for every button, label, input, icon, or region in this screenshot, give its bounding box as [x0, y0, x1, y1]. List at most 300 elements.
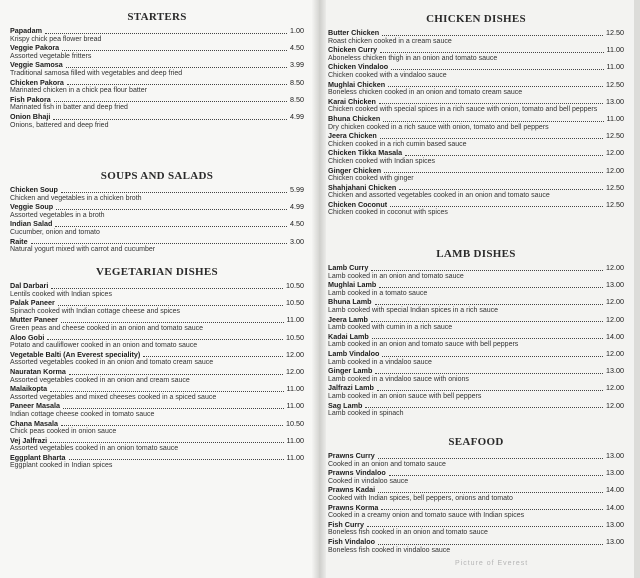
dot-leader [61, 322, 284, 323]
menu-item-price: 12.00 [606, 400, 624, 410]
menu-item-name: Vej Jalfrazi [10, 435, 48, 445]
dot-leader [66, 67, 287, 68]
menu-item-name: Chana Masala [10, 418, 58, 428]
section-title-vegetarian: VEGETARIAN DISHES [96, 266, 218, 278]
menu-item-name: Butter Chicken [328, 28, 380, 37]
menu-item-row [328, 81, 624, 90]
menu-item-name: Ginger Chicken [328, 165, 382, 175]
menu-item-description: Chicken and assorted vegetables cooked in an onion and tomato sauce [328, 192, 550, 200]
soups-list [10, 186, 304, 255]
menu-item-price: 14.00 [606, 485, 624, 495]
watermark: Picture of Everest [455, 560, 529, 567]
menu-item-row [328, 333, 624, 342]
menu-item-price: 12.50 [606, 131, 624, 141]
dot-leader [382, 35, 603, 36]
menu-item-name: Dal Darbari [10, 281, 49, 290]
menu-item-price: 13.00 [606, 536, 624, 546]
menu-item-description: Assorted vegetables cooked in an onion and tomato cream sauce [10, 359, 214, 367]
dot-leader [61, 192, 287, 193]
menu-item-description: Chicken cooked with Indian spices [328, 157, 436, 165]
chicken-list [328, 29, 624, 218]
menu-item [328, 98, 624, 115]
lamb-list [328, 264, 624, 419]
soups-section [10, 170, 304, 255]
menu-item-description: Chicken cooked in a rich cumin based sauce [328, 140, 467, 148]
menu-item [328, 402, 624, 419]
dot-leader [378, 544, 603, 545]
dot-leader [50, 391, 283, 392]
dot-leader [51, 288, 283, 289]
menu-item-name: Fish Pakora [10, 94, 51, 104]
menu-item [328, 384, 624, 401]
section-title-soups: SOUPS AND SALADS [100, 170, 214, 182]
menu-item [10, 402, 304, 419]
menu-item-row [328, 167, 624, 176]
menu-item-price: 11.00 [606, 113, 624, 123]
menu-item [10, 220, 304, 237]
menu-item-row [10, 282, 304, 291]
menu-item [328, 149, 624, 166]
menu-item-description: Marinated fish in batter and deep fried [10, 104, 128, 112]
menu-item [328, 367, 624, 384]
menu-item-description: Onions, battered and deep fried [10, 121, 109, 129]
dot-leader [377, 390, 603, 391]
menu-item [10, 437, 304, 454]
menu-item-price: 12.50 [606, 28, 624, 37]
menu-item [328, 298, 624, 315]
menu-item-price: 11.00 [606, 62, 624, 72]
menu-item-row [10, 238, 304, 247]
menu-item-name: Jeera Lamb [328, 314, 368, 324]
menu-item-description: Cooked in an onion and tomato sauce [328, 460, 446, 468]
menu-item-name: Mutter Paneer [10, 315, 58, 325]
menu-item-price: 4.50 [290, 43, 304, 53]
dot-leader [371, 270, 603, 271]
menu-item-name: Papadam [10, 26, 42, 35]
menu-item-price: 12.00 [606, 297, 624, 307]
dot-leader [372, 338, 603, 339]
seafood-list [328, 452, 624, 555]
dot-leader [375, 304, 603, 305]
dot-leader [384, 172, 603, 173]
menu-item-description: Lentils cooked with Indian spices [10, 290, 112, 298]
menu-item-row [328, 538, 624, 547]
menu-item-row [328, 402, 624, 411]
dot-leader [388, 86, 603, 87]
menu-item-name: Raite [10, 236, 28, 246]
dot-leader [143, 356, 283, 357]
section-title-chicken: CHICKEN DISHES [426, 13, 526, 25]
menu-item-price: 13.00 [606, 468, 624, 478]
menu-item-description: Boneless fish cooked in vindaloo sauce [328, 546, 451, 554]
menu-item-row [328, 452, 624, 461]
menu-item-price: 1.00 [290, 26, 304, 35]
menu-item-row [328, 184, 624, 193]
menu-item-row [328, 115, 624, 124]
menu-item [328, 521, 624, 538]
menu-item-row [10, 186, 304, 195]
menu-item-description: Assorted vegetables and mixed cheeses cooked in a spiced sauce [10, 393, 217, 401]
menu-item [10, 454, 304, 471]
menu-item-row [10, 385, 304, 394]
menu-item-name: Veggie Pakora [10, 43, 60, 53]
menu-item-price: 11.00 [286, 452, 304, 462]
menu-item-price: 8.50 [290, 77, 304, 87]
menu-item-row [10, 299, 304, 308]
section-title-starters: STARTERS [127, 11, 187, 23]
menu-item-name: Chicken Vindaloo [328, 62, 389, 72]
dot-leader [63, 408, 284, 409]
dot-leader [54, 101, 287, 102]
menu-item-description: Chicken cooked in coconut with spices [328, 209, 448, 217]
dot-leader [47, 339, 283, 340]
menu-item-name: Karai Chicken [328, 96, 376, 106]
section-title-seafood: SEAFOOD [448, 436, 504, 448]
menu-item-row [10, 61, 304, 70]
dot-leader [399, 189, 603, 190]
menu-item-price: 12.00 [606, 383, 624, 393]
menu-item [328, 316, 624, 333]
menu-item-row [10, 351, 304, 360]
menu-item-price: 11.00 [286, 401, 304, 411]
menu-item-price: 4.99 [290, 202, 304, 212]
menu-item-description: Natural yogurt mixed with carrot and cucumber [10, 246, 156, 254]
menu-item [328, 115, 624, 132]
menu-item-price: 3.99 [290, 60, 304, 70]
menu-item-price: 12.00 [286, 366, 304, 376]
dot-leader [380, 138, 603, 139]
menu-item [10, 79, 304, 96]
dot-leader [378, 458, 603, 459]
starters-section [10, 11, 304, 130]
menu-item [10, 203, 304, 220]
menu-item-row [10, 113, 304, 122]
menu-item-row [328, 29, 624, 38]
chicken-section [328, 13, 624, 218]
menu-item-description: Cooked with Indian spices, bell peppers, onions and tomato [328, 494, 513, 502]
menu-item-description: Lamb cooked in a vindaloo sauce [328, 358, 432, 366]
menu-item-description: Lamb cooked in a tomato sauce [328, 289, 428, 297]
menu-item-name: Shahjahani Chicken [328, 182, 397, 192]
menu-item-description: Assorted vegetables cooked in an onion tomato sauce [10, 445, 179, 453]
dot-leader [53, 119, 287, 120]
menu-item-row [10, 437, 304, 446]
menu-item-price: 13.00 [606, 451, 624, 460]
menu-item-description: Assorted vegetables cooked in an onion and cream sauce [10, 376, 190, 384]
menu-item-row [328, 63, 624, 72]
vegetarian-section [10, 266, 304, 471]
menu-item-price: 13.00 [606, 96, 624, 106]
menu-item-description: Potato and cauliflower cooked in an onion and tomato sauce [10, 342, 198, 350]
dot-leader [31, 243, 287, 244]
menu-item-description: Aboneless chicken thigh in an onion and tomato sauce [328, 54, 498, 62]
menu-item [10, 334, 304, 351]
menu-item-description: Lamb cooked in an onion and tomato sauce [328, 272, 464, 280]
menu-item-price: 11.00 [286, 435, 304, 445]
menu-item-name: Nauratan Korma [10, 366, 66, 376]
menu-item-name: Paneer Masala [10, 401, 60, 411]
menu-item-price: 12.00 [606, 165, 624, 175]
menu-item-price: 12.50 [606, 199, 624, 209]
menu-item [328, 469, 624, 486]
menu-item-description: Krispy chick pea flower bread [10, 35, 102, 43]
menu-item-row [328, 316, 624, 325]
menu-item [328, 538, 624, 555]
menu-item-price: 14.00 [606, 331, 624, 341]
menu-item-description: Lamb cooked in an onion sauce with bell peppers [328, 392, 482, 400]
menu-item-description: Boneless chicken cooked in an onion and tomato cream sauce [328, 89, 523, 97]
menu-item-row [10, 220, 304, 229]
dot-leader [390, 206, 603, 207]
menu-item-row [328, 149, 624, 158]
dot-leader [379, 287, 603, 288]
menu-item [328, 350, 624, 367]
menu-item-row [10, 454, 304, 463]
menu-item [10, 96, 304, 113]
dot-leader [381, 509, 603, 510]
menu-item [328, 333, 624, 350]
menu-item-name: Bhuna Lamb [328, 297, 372, 307]
menu-item-name: Ginger Lamb [328, 366, 373, 376]
menu-item-name: Mughlai Lamb [328, 280, 377, 290]
menu-item-row [328, 264, 624, 273]
menu-item-row [328, 46, 624, 55]
menu-item-price: 12.50 [606, 182, 624, 192]
menu-item-row [328, 384, 624, 393]
menu-item-description: Roast chicken cooked in a cream sauce [328, 37, 452, 45]
menu-item-price: 11.00 [286, 315, 304, 325]
menu-item-name: Veggie Soup [10, 202, 54, 212]
menu-item-row [328, 281, 624, 290]
menu-item-price: 12.00 [606, 148, 624, 158]
menu-item-row [328, 350, 624, 359]
menu-item-description: Cooked in vindaloo sauce [328, 477, 409, 485]
menu-item [328, 486, 624, 503]
menu-fold [312, 0, 326, 578]
menu-item-row [328, 486, 624, 495]
dot-leader [50, 442, 283, 443]
menu-item-row [10, 203, 304, 212]
menu-item-description: Cooked in a creamy onion and tomato sauce with Indian spices [328, 512, 525, 520]
dot-leader [389, 475, 603, 476]
dot-leader [62, 50, 287, 51]
menu-item-name: Prawns Kadai [328, 485, 376, 495]
seafood-section [328, 436, 624, 555]
menu-item-description: Lamb cooked in spinach [328, 410, 404, 418]
dot-leader [378, 492, 603, 493]
menu-item-row [328, 469, 624, 478]
menu-item-name: Palak Paneer [10, 298, 55, 308]
menu-item-name: Vegetable Balti (An Everest speciality) [10, 349, 141, 359]
menu-item [10, 186, 304, 203]
menu-item-row [328, 298, 624, 307]
menu-item-name: Malaikopta [10, 384, 48, 394]
menu-item-name: Veggie Samosa [10, 60, 63, 70]
menu-item-price: 12.50 [606, 79, 624, 89]
menu-item-name: Prawns Korma [328, 502, 379, 512]
menu-item-price: 3.00 [290, 236, 304, 246]
menu-item-row [10, 368, 304, 377]
menu-item-row [328, 504, 624, 513]
menu-item-description: Boneless fish cooked in an onion and tomato sauce [328, 529, 488, 537]
menu-item-row [10, 316, 304, 325]
menu-item-name: Chicken Pakora [10, 77, 64, 87]
menu-item [10, 368, 304, 385]
menu-item [328, 264, 624, 281]
dot-leader [379, 103, 603, 104]
menu-item [328, 132, 624, 149]
menu-item-price: 4.99 [290, 111, 304, 121]
menu-item [10, 299, 304, 316]
dot-leader [55, 226, 287, 227]
menu-item-description: Indian cottage cheese cooked in tomato sauce [10, 410, 155, 418]
menu-right-edge [634, 0, 640, 578]
menu-item-row [10, 402, 304, 411]
menu-item-row [328, 201, 624, 210]
menu-item-price: 12.00 [286, 349, 304, 359]
menu-item-name: Chicken Coconut [328, 199, 388, 209]
dot-leader [367, 526, 603, 527]
menu-item-name: Lamb Vindaloo [328, 348, 380, 358]
menu-item-name: Fish Vindaloo [328, 536, 375, 546]
menu-item-name: Aloo Gobi [10, 332, 45, 342]
menu-item [328, 184, 624, 201]
menu-item-description: Lamb cooked with special Indian spices in a rich sauce [328, 306, 499, 314]
menu-item-row [10, 420, 304, 429]
menu-item-description: Lamb cooked in an onion and tomato sauce with bell peppers [328, 341, 519, 349]
menu-item-name: Kadai Lamb [328, 331, 369, 341]
menu-item-name: Lamb Curry [328, 263, 369, 272]
menu-item-description: Green peas and cheese cooked in an onion and tomato sauce [10, 324, 204, 332]
menu-item [10, 282, 304, 299]
menu-item-price: 10.50 [286, 418, 304, 428]
menu-item [328, 46, 624, 63]
menu-item-price: 10.50 [286, 298, 304, 308]
dot-leader [375, 373, 603, 374]
menu-item [328, 281, 624, 298]
section-title-lamb: LAMB DISHES [436, 248, 516, 260]
dot-leader [391, 69, 603, 70]
menu-item-price: 12.00 [606, 263, 624, 272]
menu-item-price: 10.50 [286, 332, 304, 342]
menu-item [10, 316, 304, 333]
dot-leader [61, 425, 283, 426]
menu-item-description: Chicken cooked with ginger [328, 175, 414, 183]
dot-leader [45, 33, 287, 34]
menu-item-description: Chicken and vegetables in a chicken broth [10, 194, 142, 202]
menu-item-price: 11.00 [606, 45, 624, 55]
menu-item [10, 44, 304, 61]
menu-item-price: 13.00 [606, 366, 624, 376]
menu-item-price: 12.00 [606, 348, 624, 358]
menu-item-description: Chicken cooked with special spices in a rich sauce with onion, tomato and bell peppers [328, 106, 598, 114]
menu-item [10, 351, 304, 368]
menu-item-description: Assorted vegetable fritters [10, 52, 92, 60]
menu-item [328, 29, 624, 46]
menu-item-row [10, 79, 304, 88]
menu-item-price: 8.50 [290, 94, 304, 104]
menu-item-description: Lamb cooked with cumin in a rich sauce [328, 324, 453, 332]
menu-item-row [328, 367, 624, 376]
dot-leader [383, 121, 603, 122]
menu-item [328, 167, 624, 184]
menu-item [328, 81, 624, 98]
menu-item-name: Eggplant Bharta [10, 452, 66, 462]
menu-item [328, 63, 624, 80]
menu-item-description: Cucumber, onion and tomato [10, 228, 100, 236]
dot-leader [405, 155, 603, 156]
menu-item-name: Bhuna Chicken [328, 113, 381, 123]
lamb-section [328, 248, 624, 419]
starters-list [10, 27, 304, 130]
dot-leader [371, 321, 603, 322]
menu-item-price: 11.00 [286, 384, 304, 394]
menu-item [328, 201, 624, 218]
menu-item-description: Assorted vegetables in a broth [10, 211, 105, 219]
menu-item-price: 14.00 [606, 502, 624, 512]
menu-item-price: 5.99 [290, 185, 304, 194]
menu-item-price: 10.50 [286, 281, 304, 290]
menu-item-name: Mughlai Chicken [328, 79, 386, 89]
menu-item-row [10, 334, 304, 343]
menu-item-description: Chicken cooked with a vindaloo sauce [328, 71, 447, 79]
menu-item [10, 238, 304, 255]
menu-item-price: 4.50 [290, 219, 304, 229]
dot-leader [69, 459, 284, 460]
menu-item-name: Indian Salad [10, 219, 53, 229]
menu-item-name: Jalfrazi Lamb [328, 383, 374, 393]
menu-item [10, 113, 304, 130]
dot-leader [58, 305, 283, 306]
menu-item-name: Prawns Curry [328, 451, 375, 460]
menu-item-price: 13.00 [606, 280, 624, 290]
dot-leader [56, 209, 287, 210]
menu-item-description: Eggplant cooked in Indian spices [10, 462, 113, 470]
menu-item-row [328, 98, 624, 107]
menu-item-name: Jeera Chicken [328, 131, 377, 141]
dot-leader [67, 84, 287, 85]
menu-item-name: Chicken Tikka Masala [328, 148, 403, 158]
menu-item-description: Spinach cooked with Indian cottage cheese and spices [10, 307, 181, 315]
menu-item [328, 452, 624, 469]
menu-item-price: 12.00 [606, 314, 624, 324]
menu-item-name: Sag Lamb [328, 400, 363, 410]
dot-leader [365, 407, 603, 408]
menu-item-name: Fish Curry [328, 519, 364, 529]
menu-item-row [328, 132, 624, 141]
menu-item [10, 420, 304, 437]
menu-item-name: Chicken Curry [328, 45, 378, 55]
menu-item-name: Chicken Soup [10, 185, 58, 194]
vegetarian-list [10, 282, 304, 471]
menu-item-description: Lamb cooked in a vindaloo sauce with onions [328, 375, 469, 383]
menu-item-price: 13.00 [606, 519, 624, 529]
menu-item-description: Chick peas cooked in onion sauce [10, 428, 117, 436]
menu-item-description: Dry chicken cooked in a rich sauce with onion, tomato and bell peppers [328, 123, 549, 131]
menu-item-name: Onion Bhaji [10, 111, 51, 121]
menu-item-row [328, 521, 624, 530]
menu-item [10, 27, 304, 44]
dot-leader [380, 52, 603, 53]
menu-item [10, 385, 304, 402]
dot-leader [69, 374, 283, 375]
menu-item-row [10, 27, 304, 36]
menu-item-description: Traditional samosa filled with vegetables and deep fried [10, 69, 183, 77]
menu-item-name: Prawns Vindaloo [328, 468, 386, 478]
menu-item-row [10, 44, 304, 53]
menu-item [328, 504, 624, 521]
menu-item-description: Marinated chicken in a chick pea flour batter [10, 87, 147, 95]
